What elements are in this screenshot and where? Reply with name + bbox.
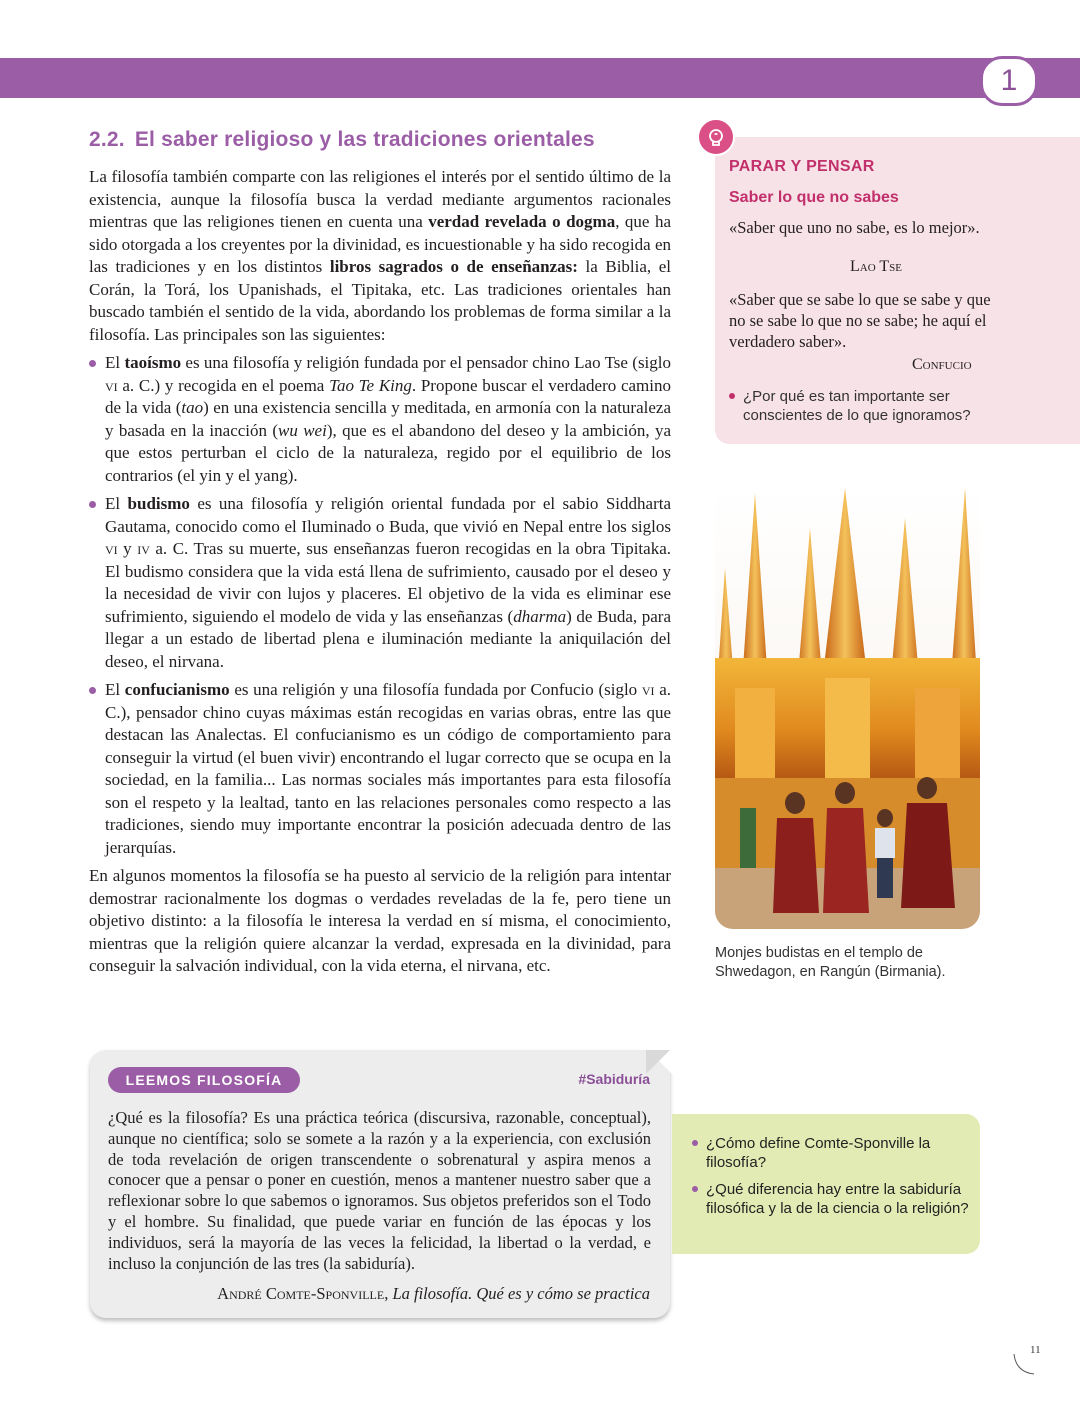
chapter-header-band bbox=[0, 58, 1080, 98]
text-run: . Propone buscar el verdadero camino de la vida ( bbox=[105, 375, 671, 417]
page-number: 11 bbox=[1030, 1344, 1041, 1356]
text-run: y bbox=[117, 539, 138, 558]
reading-text: ¿Qué es la filosofía? Es una práctica teórica (discursiva, razonable, conceptual), aunque no científica; solo se somete a la razón y a la experiencia, con exclusión de toda revelación de origen transcendente o sobrenatural y aspira menos a conocer que a pensar o poner en cuestión, menos a mantener nuestro saber que a reflexionar sobre lo que sabemos o ignoramos. Sus objetos preferidos son el Todo y el hombre. Su finalidad, que puede variar en función de las épocas y los individuos, será la mayoría de las veces la felicidad, la libertad o la verdad, e incluso la conjunción de las tres (la sabiduría). bbox=[108, 1108, 651, 1273]
reading-label: LEEMOS FILOSOFÍA bbox=[108, 1067, 300, 1093]
tradition-item bbox=[89, 679, 671, 859]
tradition-item bbox=[89, 352, 671, 487]
bullet-dot bbox=[692, 1140, 698, 1146]
reading-author: André Comte-Sponville bbox=[217, 1284, 385, 1303]
confucio-quote: «Saber que se sabe lo que se sabe y que no se sabe lo que no se sabe; he aquí el verdadero saber». bbox=[729, 290, 991, 351]
bullet-dot bbox=[729, 393, 735, 399]
question-text: ¿Cómo define Comte-Sponville la filosofía? bbox=[706, 1135, 931, 1171]
text-run: ), que es el abandono del deseo y la ambición, ya que estos perturban el ciclo de la naturaleza, regido por el equilibrio de los contrarios (el yin y el yang). bbox=[105, 420, 671, 485]
text-run: El bbox=[105, 680, 125, 699]
intro-paragraph bbox=[89, 166, 671, 346]
photo-caption: Monjes budistas en el templo de Shwedagon, en Rangún (Birmania). bbox=[715, 945, 946, 980]
chapter-number-badge: 1 bbox=[980, 56, 1038, 106]
temple-photo bbox=[715, 488, 980, 929]
bullet-dot bbox=[692, 1186, 698, 1192]
reading-hashtag: #Sabiduría bbox=[578, 1071, 650, 1087]
section-number: 2.2. bbox=[89, 128, 125, 151]
stop-and-think-title: PARAR Y PENSAR bbox=[729, 158, 875, 175]
text-run: es una filosofía y religión oriental fundada por el sabio Siddharta Gautama, conocido como el Iluminado o Buda, que vivió en Nepal entre los siglos bbox=[105, 494, 671, 536]
thinking-head-icon bbox=[697, 118, 735, 156]
bullet-dot bbox=[89, 501, 96, 508]
key-term: verdad revelada o dogma bbox=[428, 212, 616, 231]
question-text: ¿Por qué es tan importante ser conscientes de lo que ignoramos? bbox=[743, 388, 971, 424]
text-run: a. C. Tras su muerte, sus enseñanzas fueron recogidas en la obra Tipitaka. El budismo considera que la vida está llena de sufrimiento, causado por el deseo y la necesidad de vivir con lujos y placeres. El objetivo de la vida es eliminar ese sufrimiento, siguiendo el modelo de vida y las enseñanzas ( bbox=[105, 539, 671, 626]
text-run: El bbox=[105, 353, 125, 372]
lao-tse-author: Lao Tse bbox=[850, 258, 902, 275]
text-run: a. C.) y recogida en el poema bbox=[117, 375, 330, 395]
lao-tse-quote: «Saber que uno no sabe, es lo mejor». bbox=[729, 218, 980, 237]
tradition-item bbox=[89, 493, 671, 673]
text-run: ) en una existencia sencilla y meditada, en armonía con la naturaleza y basada en la inacción ( bbox=[105, 398, 671, 440]
roman-numeral: iv bbox=[137, 539, 150, 558]
italic-term: Tao Te King bbox=[329, 375, 412, 395]
stop-and-think-question bbox=[729, 387, 993, 425]
confucio-author: Confucio bbox=[912, 356, 972, 373]
key-term: libros sagrados o de enseñanzas: bbox=[329, 257, 578, 276]
question-item bbox=[692, 1134, 970, 1172]
key-term: taoísmo bbox=[124, 353, 182, 372]
bullet-dot bbox=[89, 687, 96, 694]
text-run: es una religión y una filosofía fundada por Confucio (siglo bbox=[229, 680, 642, 699]
bullet-dot bbox=[89, 360, 96, 367]
section-title: El saber religioso y las tradiciones orientales bbox=[134, 128, 595, 151]
closing-paragraph: En algunos momentos la filosofía se ha puesto al servicio de la religión para intentar demostrar racionalmente los dogmas o verdades reveladas de la fe, pero tiene un objetivo distinto: a la filosofía le interesa la verdad en sí misma, el conocimiento, mientras que la religión quiere alcanzar la verdad, expresada en la divinidad, para conseguir la salvación individual, con la vida eterna, el nirvana, etc. bbox=[89, 866, 671, 975]
text-run: la Biblia, el Corán, la Torá, los Upanishads, el Tipitaka, etc. Las tradiciones orientales han buscado también el sentido de la vida, abordando los problemas de forma similar a la filosofía. Las principales son las siguientes: bbox=[89, 257, 671, 344]
roman-numeral: vi bbox=[641, 680, 655, 699]
question-item bbox=[692, 1180, 970, 1218]
reading-work: La filosofía. Qué es y cómo se practica bbox=[392, 1284, 650, 1303]
traditions-list bbox=[89, 352, 671, 859]
roman-numeral: vi bbox=[105, 539, 118, 558]
text-run: El bbox=[105, 494, 128, 513]
reading-source: André Comte-Sponville, La filosofía. Qué es y cómo se practica bbox=[217, 1284, 650, 1303]
key-term: confucianismo bbox=[124, 680, 230, 699]
text-run: es una filosofía y religión fundada por el pensador chino Lao Tse (siglo bbox=[181, 353, 672, 372]
text-run: a. C.), pensador chino cuyas máximas están recogidas en varias obras, entre las que destacan las Analectas. El confucianismo es un código de comportamiento para conseguir la virtud (el buen vivir) encontrando el lugar correcto que se ocupa en la sociedad, en la familia... Las normas sociales más importantes para esta filosofía son el respeto y la lealtad, tanto en las relaciones personales como respecto a las tradiciones, siendo muy importante encontrar la posición adecuada dentro de las jerarquías. bbox=[105, 680, 672, 857]
roman-numeral: vi bbox=[105, 375, 118, 395]
text-run: La filosofía también comparte con las religiones el interés por el sentido último de la existencia, aunque la filosofía busca la verdad mediante argumentos racionales mientras que las religiones tienen en cuenta una bbox=[89, 167, 671, 231]
questions-list bbox=[692, 1134, 970, 1226]
text-run: , que ha sido otorgada a los creyentes por la divinidad, es incuestionable y ha sido recogida en las tradiciones y en los distintos bbox=[89, 212, 671, 276]
italic-term: wu wei bbox=[278, 420, 327, 440]
text-run: ) de Buda, para llegar a un estado de libertad plena e iluminación mediante la aniquilación del deseo, el nirvana. bbox=[105, 606, 671, 671]
key-term: budismo bbox=[127, 494, 190, 513]
stop-and-think-subtitle: Saber lo que no sabes bbox=[729, 189, 899, 206]
italic-term: tao bbox=[181, 398, 204, 417]
section-heading bbox=[89, 128, 671, 152]
main-column bbox=[89, 128, 671, 978]
italic-term: dharma bbox=[513, 606, 567, 626]
question-text: ¿Qué diferencia hay entre la sabiduría filosófica y la de la ciencia o la religión? bbox=[706, 1181, 969, 1217]
